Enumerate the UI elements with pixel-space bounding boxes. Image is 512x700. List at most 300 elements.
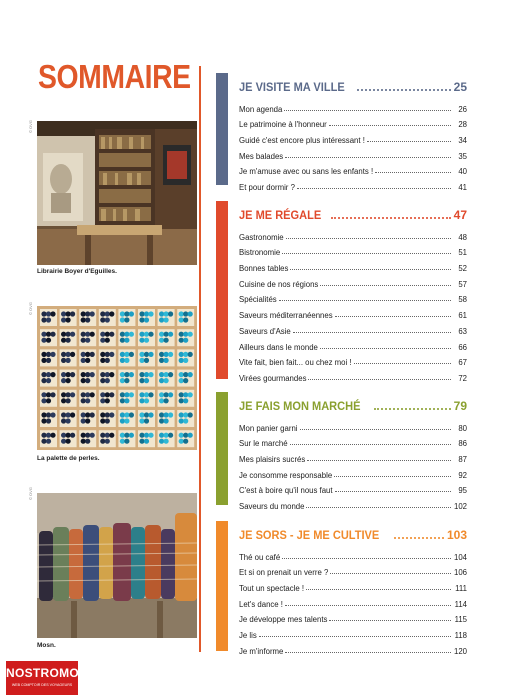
- toc-item-page: 66: [458, 342, 467, 352]
- bead: [70, 392, 75, 397]
- leader-dots: [320, 348, 451, 349]
- bead: [105, 378, 110, 383]
- toc-item-label: Saveurs méditerranéennes: [239, 311, 333, 321]
- bead: [139, 392, 144, 397]
- toc-item[interactable]: [239, 289, 467, 305]
- bead: [164, 332, 169, 337]
- bead: [179, 352, 184, 357]
- bead: [109, 433, 114, 438]
- bead: [129, 433, 134, 438]
- bead: [120, 378, 125, 383]
- bead: [85, 358, 90, 363]
- bead: [159, 418, 164, 423]
- bead: [148, 311, 153, 316]
- bead: [183, 392, 188, 397]
- bead: [100, 332, 105, 337]
- section-color-bar: [216, 201, 228, 379]
- bead: [81, 317, 86, 322]
- bead: [66, 412, 71, 417]
- toc-item-label: Sur le marché: [239, 439, 288, 449]
- bead: [50, 332, 55, 337]
- leader-dots: [290, 444, 451, 445]
- section-items: [239, 98, 467, 192]
- bead: [85, 338, 90, 343]
- toc-item[interactable]: [239, 577, 467, 593]
- leader-dots: [335, 316, 451, 317]
- leader-dots: [285, 157, 451, 158]
- bead: [81, 398, 86, 403]
- leader-dots: [285, 605, 451, 606]
- toc-item[interactable]: [239, 98, 467, 114]
- bead: [144, 433, 149, 438]
- bead: [129, 311, 134, 316]
- toc-item[interactable]: [239, 336, 467, 352]
- bead: [41, 378, 46, 383]
- section-color-bar: [216, 392, 228, 505]
- bead: [90, 332, 95, 337]
- leader-dots: [300, 429, 451, 430]
- bead: [159, 378, 164, 383]
- toc-item-page: 61: [458, 311, 467, 321]
- toc-item-page: 114: [454, 599, 467, 609]
- bead: [144, 412, 149, 417]
- bead: [81, 433, 86, 438]
- bead: [85, 439, 90, 444]
- toc-item-label: Je développe mes talents: [239, 615, 328, 625]
- bead: [164, 418, 169, 423]
- bead: [66, 332, 71, 337]
- bead: [70, 332, 75, 337]
- bead: [144, 439, 149, 444]
- toc-item-page: 51: [458, 248, 467, 258]
- bead: [139, 332, 144, 337]
- bead: [105, 433, 110, 438]
- bead: [100, 392, 105, 397]
- bead: [183, 433, 188, 438]
- toc-item[interactable]: [239, 562, 467, 578]
- leader-dots: [290, 269, 451, 270]
- bead: [41, 412, 46, 417]
- section-heading[interactable]: [239, 204, 467, 222]
- bead: [50, 372, 55, 377]
- bead: [66, 439, 71, 444]
- bead: [188, 392, 193, 397]
- bead: [66, 418, 71, 423]
- bead: [100, 412, 105, 417]
- bead: [70, 412, 75, 417]
- bead: [124, 398, 129, 403]
- bead: [144, 317, 149, 322]
- bead: [41, 392, 46, 397]
- bead: [70, 433, 75, 438]
- bead: [105, 338, 110, 343]
- toc-item[interactable]: [239, 464, 467, 480]
- bead: [120, 332, 125, 337]
- toc-item[interactable]: [239, 320, 467, 336]
- bead: [124, 418, 129, 423]
- toc-item-label: Thé ou café: [239, 552, 281, 562]
- bead: [164, 311, 169, 316]
- bead: [61, 372, 66, 377]
- bead: [129, 372, 134, 377]
- bead: [124, 317, 129, 322]
- toc-item-page: 67: [458, 358, 467, 368]
- toc-item-page: 102: [453, 502, 467, 512]
- bead: [85, 378, 90, 383]
- photo-caption: Mosn.: [37, 642, 56, 649]
- bead: [85, 311, 90, 316]
- bead: [81, 378, 86, 383]
- toc-item-label: Virées gourmandes: [239, 373, 307, 383]
- bead: [70, 352, 75, 357]
- bead: [81, 338, 86, 343]
- toc-item[interactable]: [239, 145, 467, 161]
- bead: [85, 433, 90, 438]
- bead: [61, 398, 66, 403]
- bead: [100, 311, 105, 316]
- bead: [41, 433, 46, 438]
- bead: [164, 372, 169, 377]
- toc-item-label: Mon panier garni: [239, 423, 298, 433]
- bead: [61, 418, 66, 423]
- toc-item-page: 104: [453, 552, 467, 562]
- bead: [66, 317, 71, 322]
- toc-item-label: Mon agenda: [239, 104, 283, 114]
- bead: [105, 439, 110, 444]
- toc-item-label: Je m'amuse avec ou sans les enfants !: [239, 167, 374, 177]
- bead: [129, 412, 134, 417]
- bead: [85, 317, 90, 322]
- bead: [120, 358, 125, 363]
- bead: [100, 439, 105, 444]
- leader-dots: [286, 238, 451, 239]
- bead: [100, 418, 105, 423]
- bead: [105, 418, 110, 423]
- toc-item[interactable]: [239, 480, 467, 496]
- section-je-sors-je-me-cultive: [216, 521, 468, 656]
- bead: [46, 392, 51, 397]
- leader-dots: [306, 589, 451, 590]
- leader-dots: [297, 188, 451, 189]
- bead: [159, 352, 164, 357]
- nostromo-logo: [6, 661, 78, 695]
- bead: [120, 372, 125, 377]
- bead: [179, 412, 184, 417]
- leader-dots: [259, 636, 451, 637]
- toc-item-label: Saveurs du monde: [239, 502, 305, 512]
- bead: [124, 378, 129, 383]
- bead: [159, 392, 164, 397]
- toc-item-page: 63: [458, 326, 467, 336]
- bead: [120, 439, 125, 444]
- bead: [144, 418, 149, 423]
- bead: [159, 317, 164, 322]
- bead: [159, 398, 164, 403]
- bead: [46, 412, 51, 417]
- bead: [124, 352, 129, 357]
- bead: [144, 338, 149, 343]
- bead: [46, 372, 51, 377]
- leader-dots: [334, 476, 451, 477]
- bead: [105, 398, 110, 403]
- photo-credit: © OVG: [28, 302, 33, 315]
- leader-dots: [367, 141, 451, 142]
- toc-item-page: 118: [454, 631, 467, 641]
- photo-caption: La palette de perles.: [37, 455, 100, 462]
- toc-item-label: Tout un spectacle !: [239, 584, 305, 594]
- bead: [105, 358, 110, 363]
- bead: [100, 398, 105, 403]
- toc-item-page: 115: [454, 615, 467, 625]
- bead: [129, 392, 134, 397]
- bead: [81, 412, 86, 417]
- bead: [41, 317, 46, 322]
- bead: [120, 317, 125, 322]
- toc-item-page: 58: [458, 295, 467, 305]
- bead: [120, 352, 125, 357]
- bead: [144, 378, 149, 383]
- bead: [144, 352, 149, 357]
- bead: [168, 412, 173, 417]
- bead: [41, 358, 46, 363]
- toc-item-page: 52: [458, 264, 467, 274]
- bead: [164, 398, 169, 403]
- bead: [179, 439, 184, 444]
- toc-item-page: 41: [458, 183, 467, 193]
- bead: [159, 332, 164, 337]
- toc-item[interactable]: [239, 546, 467, 562]
- toc-item-page: 87: [458, 455, 467, 465]
- bead: [183, 372, 188, 377]
- bead: [179, 372, 184, 377]
- toc-item[interactable]: [239, 593, 467, 609]
- bead: [168, 332, 173, 337]
- bead: [81, 358, 86, 363]
- bead: [179, 332, 184, 337]
- leader-dots: [331, 217, 450, 219]
- bead: [41, 352, 46, 357]
- toc-item-page: 106: [453, 568, 467, 578]
- bead: [183, 439, 188, 444]
- section-color-bar: [216, 73, 228, 185]
- bead: [61, 317, 66, 322]
- bead: [105, 332, 110, 337]
- toc-item[interactable]: [239, 226, 467, 242]
- toc-item[interactable]: [239, 129, 467, 145]
- bead: [41, 439, 46, 444]
- section-page: 47: [453, 208, 467, 222]
- bead: [66, 378, 71, 383]
- section-color-bar: [216, 521, 228, 651]
- bead: [90, 352, 95, 357]
- bead: [109, 311, 114, 316]
- bead: [159, 433, 164, 438]
- bead: [188, 352, 193, 357]
- bead: [46, 338, 51, 343]
- bead: [164, 352, 169, 357]
- bead: [46, 332, 51, 337]
- section-items: [239, 226, 467, 383]
- bead: [66, 392, 71, 397]
- bead: [46, 311, 51, 316]
- bead: [46, 352, 51, 357]
- bead: [124, 412, 129, 417]
- bead: [46, 418, 51, 423]
- toc-item-label: Et pour dormir ?: [239, 183, 295, 193]
- bead: [61, 392, 66, 397]
- toc-item-page: 72: [458, 373, 467, 383]
- toc-item[interactable]: [239, 352, 467, 368]
- bead: [144, 358, 149, 363]
- bead: [66, 352, 71, 357]
- bead: [81, 439, 86, 444]
- toc-item-label: Ailleurs dans le monde: [239, 342, 318, 352]
- bead: [179, 378, 184, 383]
- bead: [159, 412, 164, 417]
- toc-item-page: 40: [458, 167, 467, 177]
- bead: [183, 338, 188, 343]
- bead: [41, 311, 46, 316]
- toc-item[interactable]: [239, 495, 467, 511]
- toc-item[interactable]: [239, 624, 467, 640]
- toc-item-label: Et si on prenait un verre ?: [239, 568, 329, 578]
- bead: [168, 352, 173, 357]
- toc-item[interactable]: [239, 114, 467, 130]
- bead: [100, 378, 105, 383]
- bead: [129, 352, 134, 357]
- bead: [179, 433, 184, 438]
- bead: [179, 392, 184, 397]
- leader-dots: [329, 620, 451, 621]
- bead: [100, 352, 105, 357]
- toc-item-label: Guidé c'est encore plus intéressant !: [239, 136, 365, 146]
- toc-item-page: 28: [458, 120, 467, 130]
- toc-item-label: C'est à boire qu'il nous faut: [239, 486, 333, 496]
- toc-item[interactable]: [239, 609, 467, 625]
- bead: [46, 378, 51, 383]
- bead: [179, 398, 184, 403]
- bead: [66, 433, 71, 438]
- bead: [148, 392, 153, 397]
- toc-item[interactable]: [239, 304, 467, 320]
- bead: [139, 439, 144, 444]
- section-items: [239, 546, 467, 656]
- bead: [159, 338, 164, 343]
- bead: [124, 392, 129, 397]
- leader-dots: [357, 89, 451, 91]
- bead: [81, 311, 86, 316]
- bead: [139, 317, 144, 322]
- section-heading[interactable]: [239, 395, 467, 413]
- section-page: 25: [453, 80, 467, 94]
- bead: [61, 352, 66, 357]
- bead: [120, 412, 125, 417]
- bead: [41, 332, 46, 337]
- toc-item[interactable]: [239, 433, 467, 449]
- bead: [188, 311, 193, 316]
- bead: [70, 311, 75, 316]
- toc-item[interactable]: [239, 273, 467, 289]
- bead: [139, 338, 144, 343]
- section-page: 79: [453, 399, 467, 413]
- bead: [139, 352, 144, 357]
- section-je-fais-mon-marche: [216, 392, 468, 512]
- page-title: SOMMAIRE: [38, 58, 191, 95]
- bead: [179, 311, 184, 316]
- leader-dots: [285, 652, 451, 653]
- bead: [85, 352, 90, 357]
- toc-item[interactable]: [239, 417, 467, 433]
- leader-dots: [279, 300, 451, 301]
- bead: [164, 378, 169, 383]
- toc-item-page: 80: [458, 423, 467, 433]
- bead: [66, 372, 71, 377]
- bead: [105, 372, 110, 377]
- bead: [41, 398, 46, 403]
- bead: [85, 398, 90, 403]
- toc-item[interactable]: [239, 242, 467, 258]
- toc-item-label: Bonnes tables: [239, 264, 289, 274]
- bead: [61, 311, 66, 316]
- bead: [50, 433, 55, 438]
- toc-item-label: Bistronomie: [239, 248, 281, 258]
- bead: [164, 338, 169, 343]
- bead: [124, 311, 129, 316]
- toc-item-page: 48: [458, 232, 467, 242]
- bead: [85, 412, 90, 417]
- bead: [183, 418, 188, 423]
- bead: [120, 418, 125, 423]
- toc-item-label: Le patrimoine à l'honneur: [239, 120, 327, 130]
- bead: [183, 332, 188, 337]
- leader-dots: [284, 110, 451, 111]
- bead: [168, 311, 173, 316]
- bead: [159, 358, 164, 363]
- bead: [90, 392, 95, 397]
- bead: [183, 412, 188, 417]
- toc-item[interactable]: [239, 161, 467, 177]
- bead: [124, 338, 129, 343]
- bead: [188, 332, 193, 337]
- bead: [109, 392, 114, 397]
- bead: [61, 338, 66, 343]
- bead: [105, 317, 110, 322]
- bead: [90, 311, 95, 316]
- bead: [90, 433, 95, 438]
- bead: [164, 317, 169, 322]
- section-heading[interactable]: [239, 524, 467, 542]
- bead: [109, 352, 114, 357]
- section-title: JE SORS - JE ME CULTIVE: [239, 528, 380, 542]
- bead: [100, 433, 105, 438]
- toc-item[interactable]: [239, 257, 467, 273]
- bead: [179, 338, 184, 343]
- bead: [85, 392, 90, 397]
- toc-item[interactable]: [239, 448, 467, 464]
- toc-item[interactable]: [239, 176, 467, 192]
- bead: [148, 433, 153, 438]
- leader-dots: [374, 408, 451, 410]
- bead: [139, 358, 144, 363]
- toc-item[interactable]: [239, 367, 467, 383]
- toc-item-label: Je consomme responsable: [239, 470, 333, 480]
- bead: [100, 338, 105, 343]
- photo-beads: [37, 306, 197, 450]
- bead: [120, 311, 125, 316]
- bead: [100, 317, 105, 322]
- toc-item[interactable]: [239, 640, 467, 656]
- section-heading[interactable]: [239, 76, 467, 94]
